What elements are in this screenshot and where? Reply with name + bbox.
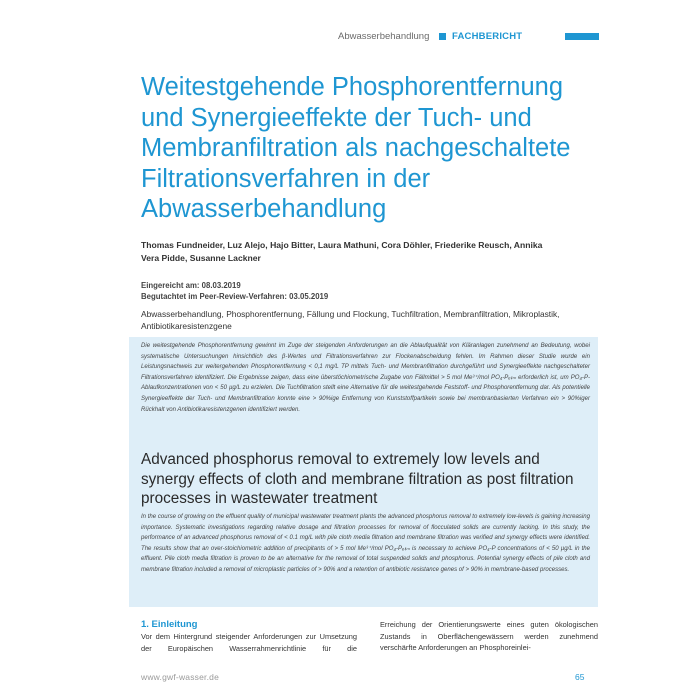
section-heading: 1. Einleitung <box>141 619 198 630</box>
article-title: Weitestgehende Phosphorentfernung und Synergieeffekte der Tuch- und Membranfiltration als nachgeschaltete Filtrationsverfahren in der Abwasserbehandlung <box>141 73 571 223</box>
keywords: Abwasserbehandlung, Phosphorentfernung, Fällung und Flockung, Tuchfiltration, Membranfiltration, Mikroplastik, Antibiotikaresistenzgene <box>141 309 560 331</box>
reviewed-date: Begutachtet im Peer-Review-Verfahren: 03.05.2019 <box>141 291 329 301</box>
header-accent-bar <box>565 33 599 40</box>
header-square-marker <box>439 33 446 40</box>
body-column-left: Vor dem Hintergrund steigender Anforderungen zur Umsetzung der Europäischen Wasserrahmenrichtlinie für die <box>141 632 357 653</box>
submitted-date: Eingereicht am: 08.03.2019 <box>141 281 241 290</box>
review-dates <box>141 281 561 302</box>
header-article-type: FACHBERICHT <box>452 31 523 42</box>
abstract-english: In the course of growing on the effluent quality of municipal wastewater treatment plants the advanced phosphorus removal to extremely low-levels is gaining increasing importance. Systematic investigations regarding relative dosage and filtration processes for removal of flocculated solids are currently lacking. In this study, the performance of an advanced phosphorus removal of < 0.1 mg/L with pile cloth media filtration and membrane filtration was verified and synergy effects were identified. The results show that an over-stoichiometric addition of precipitants of > 5 mol Me³⁺/mol PO₄-Pₑₗᵢₘ is necessary to achieve PO₄-P concentrations of < 50 µg/L in the effluent. Pile cloth media filtration is proven to be an alternative for the removal of total suspended solids and phosphorus. Potential synergy effects of pile cloth and membrane filtration included a removal of microplastic particles of > 90% and a retention of antibiotic resistance genes of > 90% in membrane-based processes. <box>141 514 590 573</box>
page-number: 65 <box>575 672 585 682</box>
header-section-label: Abwasserbehandlung <box>338 31 430 42</box>
abstract-german: Die weitestgehende Phosphorentfernung gewinnt im Zuge der steigenden Anforderungen an die Ablaufqualität von Kläranlagen zunehmend an Bedeutung, wobei systematische Untersuchungen hinsichtlich des β-Wertes und Filtrationsverfahren zur Flockenabscheidung fehlen. Im Rahmen dieser Studie wurde ein Leistungsnachweis zur weitergehenden Phosphorentfernung < 0,1 mg/L TP mittels Tuch- und Membranfiltration durchgeführt und Synergieeffekte nachgeschalteter Filtrationsverfahren identifiziert. Die Ergebnisse zeigen, dass eine überstöchiometrische Zugabe von Fällmittel > 5 mol Me³⁺/mol PO₄-Pₑₗᵢₘ erforderlich ist, um PO₄-P-Ablaufkonzentrationen von < 50 µg/L zu erzielen. Die Tuchfiltration stellt eine Alternative für die weitestgehende Feststoff- und Phosphorentfernung dar. Als potentielle Synergieeffekte der Tuch- und Membranfiltration konnte eine > 90%ige Entfernung von Kunststoffpartikeln sowie bei membranbasierten Verfahren ein > 90%iger Rückhalt von Antibiotikaresistenzgenen identifiziert werden. <box>141 343 590 413</box>
footer-url-link[interactable]: www.gwf-wasser.de <box>141 672 220 682</box>
author-list: Thomas Fundneider, Luz Alejo, Hajo Bitter, Laura Mathuni, Cora Döhler, Friederike Reusch, Annika Vera Pidde, Susanne Lackner <box>141 240 543 263</box>
english-title: Advanced phosphorus removal to extremely low levels and synergy effects of cloth and membrane filtration as post filtration processes in wastewater treatment <box>141 451 574 508</box>
body-column-right: Erreichung der Orientierungswerte eines guten ökologischen Zustands in Oberflächengewässern werden zunehmend verschärfte Anforderungen an Phosphoreinlei- <box>380 620 598 653</box>
